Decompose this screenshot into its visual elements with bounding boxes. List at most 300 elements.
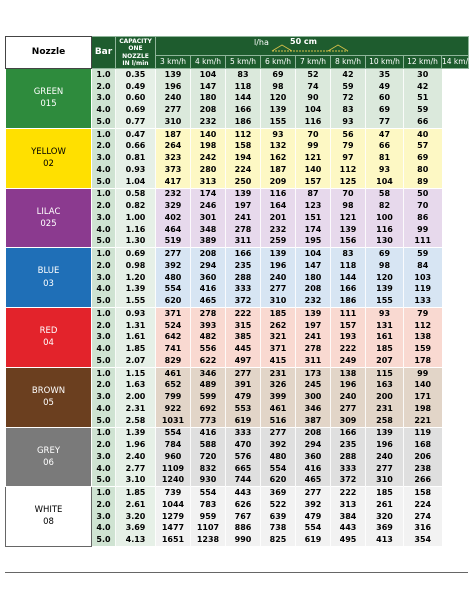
capacity-cell: 1.85 xyxy=(116,487,156,499)
rate-cell: 103 xyxy=(404,272,442,284)
rate-cell: 333 xyxy=(226,427,261,439)
rate-cell: 392 xyxy=(296,499,331,511)
rate-cell: 960 xyxy=(156,451,191,463)
rate-cell: 100 xyxy=(366,212,404,224)
rate-cell: 93 xyxy=(261,128,296,140)
rate-cell: 259 xyxy=(261,236,296,248)
capacity-cell: 0.58 xyxy=(116,188,156,200)
nozzle-swatch-grey xyxy=(6,427,92,487)
bar-cell: 3.0 xyxy=(92,332,116,344)
rate-cell: 346 xyxy=(296,403,331,415)
rate-cell: 207 xyxy=(366,355,404,367)
rate-cell: 360 xyxy=(191,272,226,284)
rate-cell: 783 xyxy=(191,499,226,511)
rate-cell: 416 xyxy=(191,284,226,296)
rate-cell: 311 xyxy=(296,355,331,367)
rate-cell: 369 xyxy=(261,487,296,499)
rate-cell: 321 xyxy=(261,332,296,344)
bar-cell: 4.0 xyxy=(92,164,116,176)
rate-cell: 554 xyxy=(261,463,296,475)
table-row xyxy=(6,427,469,439)
rate-cell: 198 xyxy=(404,403,442,415)
rate-cell: 261 xyxy=(366,499,404,511)
rate-cell: 139 xyxy=(366,427,404,439)
rate-cell: 443 xyxy=(331,523,366,535)
rate-cell: 69 xyxy=(261,69,296,81)
nozzle-name: BLUE xyxy=(37,266,60,277)
rate-cell: 274 xyxy=(404,511,442,523)
rate-cell: 479 xyxy=(226,391,261,403)
rate-cell: 157 xyxy=(331,320,366,332)
capacity-cell: 2.07 xyxy=(116,355,156,367)
rate-cell: 278 xyxy=(226,224,261,236)
rate-cell: 738 xyxy=(261,523,296,535)
application-rate-header xyxy=(156,37,469,56)
rate-cell: 886 xyxy=(226,523,261,535)
speed-header-0: 3 km/h xyxy=(156,56,191,69)
rate-cell: 262 xyxy=(261,320,296,332)
rate-cell: 83 xyxy=(331,104,366,116)
speed-header-6: 10 km/h xyxy=(366,56,404,69)
rate-cell: 66 xyxy=(366,141,404,153)
rate-cell: 139 xyxy=(156,69,191,81)
rate-cell: 384 xyxy=(331,511,366,523)
rate-cell: 116 xyxy=(296,116,331,128)
rate-cell: 832 xyxy=(191,463,226,475)
rate-cell: 47 xyxy=(366,128,404,140)
rate-cell: 93 xyxy=(366,164,404,176)
capacity-cell: 0.66 xyxy=(116,141,156,153)
rate-cell: 622 xyxy=(191,355,226,367)
rate-cell: 619 xyxy=(226,415,261,427)
bar-cell: 1.0 xyxy=(92,128,116,140)
rate-cell: 240 xyxy=(366,451,404,463)
rate-cell: 155 xyxy=(261,116,296,128)
rate-cell: 392 xyxy=(156,260,191,272)
rate-cell: 402 xyxy=(156,212,191,224)
rate-cell: 140 xyxy=(404,380,442,392)
rate-cell: 294 xyxy=(191,260,226,272)
rate-cell: 626 xyxy=(226,499,261,511)
nozzle-code: 025 xyxy=(40,218,57,229)
rate-cell: 166 xyxy=(226,104,261,116)
rate-cell: 310 xyxy=(366,475,404,487)
bar-cell: 1.0 xyxy=(92,248,116,260)
rate-cell: 231 xyxy=(366,403,404,415)
capacity-cell: 1.31 xyxy=(116,320,156,332)
rate-cell: 311 xyxy=(226,236,261,248)
rate-cell: 208 xyxy=(296,427,331,439)
bar-cell: 4.0 xyxy=(92,104,116,116)
rate-cell: 120 xyxy=(261,93,296,105)
bar-cell: 5.0 xyxy=(92,176,116,188)
rate-cell: 348 xyxy=(191,224,226,236)
nozzle-name: YELLOW xyxy=(31,146,66,157)
rate-cell: 208 xyxy=(191,248,226,260)
rate-cell: 139 xyxy=(261,104,296,116)
bar-cell: 4.0 xyxy=(92,343,116,355)
rate-cell: 59 xyxy=(404,248,442,260)
capacity-cell: 1.00 xyxy=(116,212,156,224)
rate-cell: 445 xyxy=(226,343,261,355)
rate-cell: 158 xyxy=(226,141,261,153)
rate-cell: 178 xyxy=(404,355,442,367)
speed-header-2: 5 km/h xyxy=(226,56,261,69)
rate-cell: 470 xyxy=(226,439,261,451)
rate-cell: 196 xyxy=(156,81,191,93)
rate-cell: 166 xyxy=(331,284,366,296)
rate-cell: 58 xyxy=(366,188,404,200)
rate-cell: 187 xyxy=(156,128,191,140)
rate-cell: 222 xyxy=(331,343,366,355)
rate-cell: 326 xyxy=(261,380,296,392)
rate-cell: 139 xyxy=(226,188,261,200)
bar-cell: 2.0 xyxy=(92,260,116,272)
lha-label: l/ha xyxy=(254,38,269,47)
bar-cell: 3.0 xyxy=(92,391,116,403)
rate-cell: 461 xyxy=(156,367,191,379)
rate-cell: 277 xyxy=(366,463,404,475)
rate-cell: 240 xyxy=(331,391,366,403)
rate-cell: 1238 xyxy=(191,534,226,546)
rate-cell: 131 xyxy=(366,320,404,332)
rate-cell: 829 xyxy=(156,355,191,367)
rate-cell: 174 xyxy=(296,224,331,236)
rate-cell: 222 xyxy=(331,487,366,499)
table-row xyxy=(6,69,469,81)
rate-cell: 288 xyxy=(226,272,261,284)
rate-cell: 413 xyxy=(366,534,404,546)
rate-cell: 313 xyxy=(331,499,366,511)
rate-cell: 72 xyxy=(331,93,366,105)
nozzle-swatch-blue xyxy=(6,248,92,308)
rate-cell: 242 xyxy=(191,152,226,164)
bar-cell: 1.0 xyxy=(92,188,116,200)
rate-cell: 99 xyxy=(404,224,442,236)
rate-cell: 157 xyxy=(296,176,331,188)
rate-cell: 30 xyxy=(404,69,442,81)
rate-cell: 180 xyxy=(191,93,226,105)
rate-cell: 111 xyxy=(404,236,442,248)
rate-cell: 277 xyxy=(156,248,191,260)
capacity-cell: 2.00 xyxy=(116,391,156,403)
rate-cell: 132 xyxy=(261,141,296,153)
bar-cell: 2.0 xyxy=(92,200,116,212)
bar-cell: 1.0 xyxy=(92,427,116,439)
nozzle-code: 06 xyxy=(43,457,54,468)
rate-cell: 35 xyxy=(366,69,404,81)
rate-cell: 240 xyxy=(261,272,296,284)
nozzle-code: 05 xyxy=(43,398,54,409)
rate-cell: 99 xyxy=(296,141,331,153)
rate-cell: 652 xyxy=(156,380,191,392)
table-row xyxy=(6,128,469,140)
nozzle-code: 03 xyxy=(43,278,54,289)
rate-cell: 465 xyxy=(191,295,226,307)
rate-cell: 147 xyxy=(191,81,226,93)
rate-cell: 140 xyxy=(191,128,226,140)
rate-cell: 479 xyxy=(296,511,331,523)
rate-cell: 277 xyxy=(331,403,366,415)
rate-cell: 277 xyxy=(261,284,296,296)
rate-cell: 930 xyxy=(191,475,226,487)
rate-cell: 116 xyxy=(261,188,296,200)
rate-cell: 576 xyxy=(226,451,261,463)
rate-cell: 1044 xyxy=(156,499,191,511)
rate-cell: 232 xyxy=(261,224,296,236)
capacity-cell: 0.49 xyxy=(116,81,156,93)
capacity-cell: 2.77 xyxy=(116,463,156,475)
rate-cell: 489 xyxy=(191,380,226,392)
nozzle-name: GREY xyxy=(36,445,61,456)
capacity-cell: 0.93 xyxy=(116,164,156,176)
rate-cell: 156 xyxy=(331,236,366,248)
rate-cell: 99 xyxy=(404,367,442,379)
rate-cell: 208 xyxy=(191,104,226,116)
rate-cell: 66 xyxy=(404,116,442,128)
rate-cell: 588 xyxy=(191,439,226,451)
capacity-cell: 0.82 xyxy=(116,200,156,212)
rate-cell: 196 xyxy=(331,380,366,392)
rate-cell: 1107 xyxy=(191,523,226,535)
rate-cell: 354 xyxy=(404,534,442,546)
rate-cell: 393 xyxy=(191,320,226,332)
rate-cell: 739 xyxy=(156,487,191,499)
rate-cell: 118 xyxy=(331,260,366,272)
bar-cell: 5.0 xyxy=(92,534,116,546)
rate-cell: 84 xyxy=(404,260,442,272)
capacity-cell: 1.39 xyxy=(116,427,156,439)
rate-cell: 112 xyxy=(331,164,366,176)
rate-cell: 241 xyxy=(226,212,261,224)
rate-cell: 277 xyxy=(296,487,331,499)
rate-cell: 323 xyxy=(156,152,191,164)
rate-cell: 83 xyxy=(331,248,366,260)
capacity-cell: 1.15 xyxy=(116,367,156,379)
rate-cell: 201 xyxy=(261,212,296,224)
rate-cell: 497 xyxy=(226,355,261,367)
rate-cell: 241 xyxy=(296,332,331,344)
rate-cell: 147 xyxy=(296,260,331,272)
rate-cell: 98 xyxy=(366,260,404,272)
rate-cell: 185 xyxy=(366,487,404,499)
rate-cell: 196 xyxy=(261,260,296,272)
rate-cell: 522 xyxy=(261,499,296,511)
rate-cell: 166 xyxy=(331,427,366,439)
rate-cell: 221 xyxy=(404,415,442,427)
rate-cell: 209 xyxy=(261,176,296,188)
rate-cell: 480 xyxy=(156,272,191,284)
rate-cell: 416 xyxy=(296,463,331,475)
rate-cell: 554 xyxy=(296,523,331,535)
rate-cell: 464 xyxy=(156,224,191,236)
rate-cell: 208 xyxy=(296,284,331,296)
rate-cell: 391 xyxy=(226,380,261,392)
rate-cell: 240 xyxy=(156,93,191,105)
capacity-cell: 1.16 xyxy=(116,224,156,236)
rate-cell: 524 xyxy=(156,320,191,332)
rate-cell: 116 xyxy=(366,224,404,236)
rate-cell: 294 xyxy=(296,439,331,451)
capacity-cell: 4.13 xyxy=(116,534,156,546)
bar-cell: 5.0 xyxy=(92,475,116,487)
bar-cell: 3.0 xyxy=(92,212,116,224)
rate-cell: 104 xyxy=(191,69,226,81)
bar-cell: 1.0 xyxy=(92,69,116,81)
nozzle-code: 08 xyxy=(43,517,54,528)
rate-cell: 86 xyxy=(404,212,442,224)
bar-cell: 2.0 xyxy=(92,439,116,451)
rate-cell: 173 xyxy=(296,367,331,379)
rate-cell: 195 xyxy=(296,236,331,248)
rate-cell: 164 xyxy=(261,200,296,212)
rate-cell: 553 xyxy=(226,403,261,415)
rate-cell: 371 xyxy=(156,308,191,320)
rate-cell: 193 xyxy=(331,332,366,344)
rate-cell: 120 xyxy=(366,272,404,284)
rate-cell: 224 xyxy=(226,164,261,176)
speed-header-5: 8 km/h xyxy=(331,56,366,69)
rate-cell: 277 xyxy=(226,367,261,379)
nozzle-swatch-green xyxy=(6,69,92,129)
rate-cell: 69 xyxy=(366,248,404,260)
rate-cell: 245 xyxy=(296,380,331,392)
rate-cell: 516 xyxy=(261,415,296,427)
rate-cell: 185 xyxy=(261,308,296,320)
rate-cell: 121 xyxy=(331,212,366,224)
capacity-cell: 0.81 xyxy=(116,152,156,164)
speed-header-3: 6 km/h xyxy=(261,56,296,69)
rate-cell: 194 xyxy=(226,152,261,164)
rate-cell: 369 xyxy=(366,523,404,535)
rate-cell: 187 xyxy=(261,164,296,176)
rate-cell: 784 xyxy=(156,439,191,451)
rate-cell: 104 xyxy=(366,176,404,188)
rate-cell: 519 xyxy=(156,236,191,248)
rate-cell: 385 xyxy=(226,332,261,344)
rate-cell: 186 xyxy=(331,295,366,307)
rate-cell: 232 xyxy=(296,295,331,307)
rate-cell: 82 xyxy=(366,200,404,212)
rate-cell: 133 xyxy=(404,295,442,307)
rate-cell: 180 xyxy=(296,272,331,284)
rate-cell: 249 xyxy=(331,355,366,367)
rate-cell: 620 xyxy=(156,295,191,307)
rate-cell: 773 xyxy=(191,415,226,427)
rate-cell: 50 xyxy=(404,188,442,200)
rate-cell: 310 xyxy=(156,116,191,128)
rate-cell: 166 xyxy=(226,248,261,260)
rate-cell: 554 xyxy=(156,284,191,296)
rate-cell: 232 xyxy=(156,188,191,200)
rate-cell: 417 xyxy=(156,176,191,188)
table-row xyxy=(6,188,469,200)
bar-cell: 4.0 xyxy=(92,463,116,475)
rate-cell: 52 xyxy=(296,69,331,81)
nozzle-name: RED xyxy=(39,326,58,337)
bar-cell: 1.0 xyxy=(92,487,116,499)
nozzle-table-container xyxy=(5,36,473,547)
rate-cell: 320 xyxy=(366,511,404,523)
bar-cell: 5.0 xyxy=(92,415,116,427)
rate-cell: 70 xyxy=(331,188,366,200)
rate-cell: 1240 xyxy=(156,475,191,487)
nozzle-swatch-white xyxy=(6,487,92,546)
rate-cell: 599 xyxy=(191,391,226,403)
rate-cell: 83 xyxy=(226,69,261,81)
rate-cell: 197 xyxy=(226,200,261,212)
rate-cell: 482 xyxy=(191,332,226,344)
rate-cell: 79 xyxy=(331,141,366,153)
capacity-cell: 1.55 xyxy=(116,295,156,307)
bar-cell: 5.0 xyxy=(92,236,116,248)
rate-cell: 224 xyxy=(404,499,442,511)
rate-cell: 119 xyxy=(404,284,442,296)
rate-cell: 159 xyxy=(404,343,442,355)
rate-cell: 744 xyxy=(226,475,261,487)
capacity-cell: 0.69 xyxy=(116,248,156,260)
bar-cell: 3.0 xyxy=(92,152,116,164)
rate-cell: 74 xyxy=(296,81,331,93)
rate-cell: 1109 xyxy=(156,463,191,475)
capacity-cell: 2.40 xyxy=(116,451,156,463)
rate-cell: 415 xyxy=(261,355,296,367)
rate-cell: 49 xyxy=(366,81,404,93)
rate-cell: 639 xyxy=(261,511,296,523)
rate-cell: 115 xyxy=(366,367,404,379)
rate-cell: 231 xyxy=(261,367,296,379)
capacity-cell: 1.39 xyxy=(116,284,156,296)
bar-cell: 4.0 xyxy=(92,523,116,535)
rate-cell: 174 xyxy=(191,188,226,200)
rate-cell: 155 xyxy=(366,295,404,307)
bar-cell: 2.0 xyxy=(92,141,116,153)
rate-cell: 266 xyxy=(404,475,442,487)
speed-header-7: 12 km/h xyxy=(404,56,442,69)
capacity-header-line2: ONE NOZZLE xyxy=(122,45,149,60)
bar-cell: 5.0 xyxy=(92,116,116,128)
rate-cell: 280 xyxy=(191,164,226,176)
rate-cell: 104 xyxy=(296,248,331,260)
bar-cell: 2.0 xyxy=(92,380,116,392)
speed-header-8: 14 km/h xyxy=(442,56,469,69)
rate-cell: 554 xyxy=(191,487,226,499)
nozzle-name: LILAC xyxy=(36,206,61,217)
bar-cell: 5.0 xyxy=(92,355,116,367)
rate-cell: 642 xyxy=(156,332,191,344)
rate-cell: 70 xyxy=(296,128,331,140)
rate-cell: 461 xyxy=(261,403,296,415)
rate-cell: 98 xyxy=(331,200,366,212)
rate-cell: 81 xyxy=(366,152,404,164)
capacity-cell: 0.77 xyxy=(116,116,156,128)
rate-cell: 123 xyxy=(296,200,331,212)
rate-cell: 151 xyxy=(296,212,331,224)
rate-cell: 198 xyxy=(191,141,226,153)
capacity-cell: 2.61 xyxy=(116,499,156,511)
capacity-cell: 0.47 xyxy=(116,128,156,140)
bar-cell: 5.0 xyxy=(92,295,116,307)
capacity-cell: 0.35 xyxy=(116,69,156,81)
rate-cell: 57 xyxy=(404,141,442,153)
rate-cell: 69 xyxy=(404,152,442,164)
rate-cell: 315 xyxy=(226,320,261,332)
rate-cell: 767 xyxy=(226,511,261,523)
rate-cell: 495 xyxy=(331,534,366,546)
capacity-cell: 0.60 xyxy=(116,93,156,105)
rate-cell: 70 xyxy=(404,200,442,212)
rate-cell: 258 xyxy=(366,415,404,427)
